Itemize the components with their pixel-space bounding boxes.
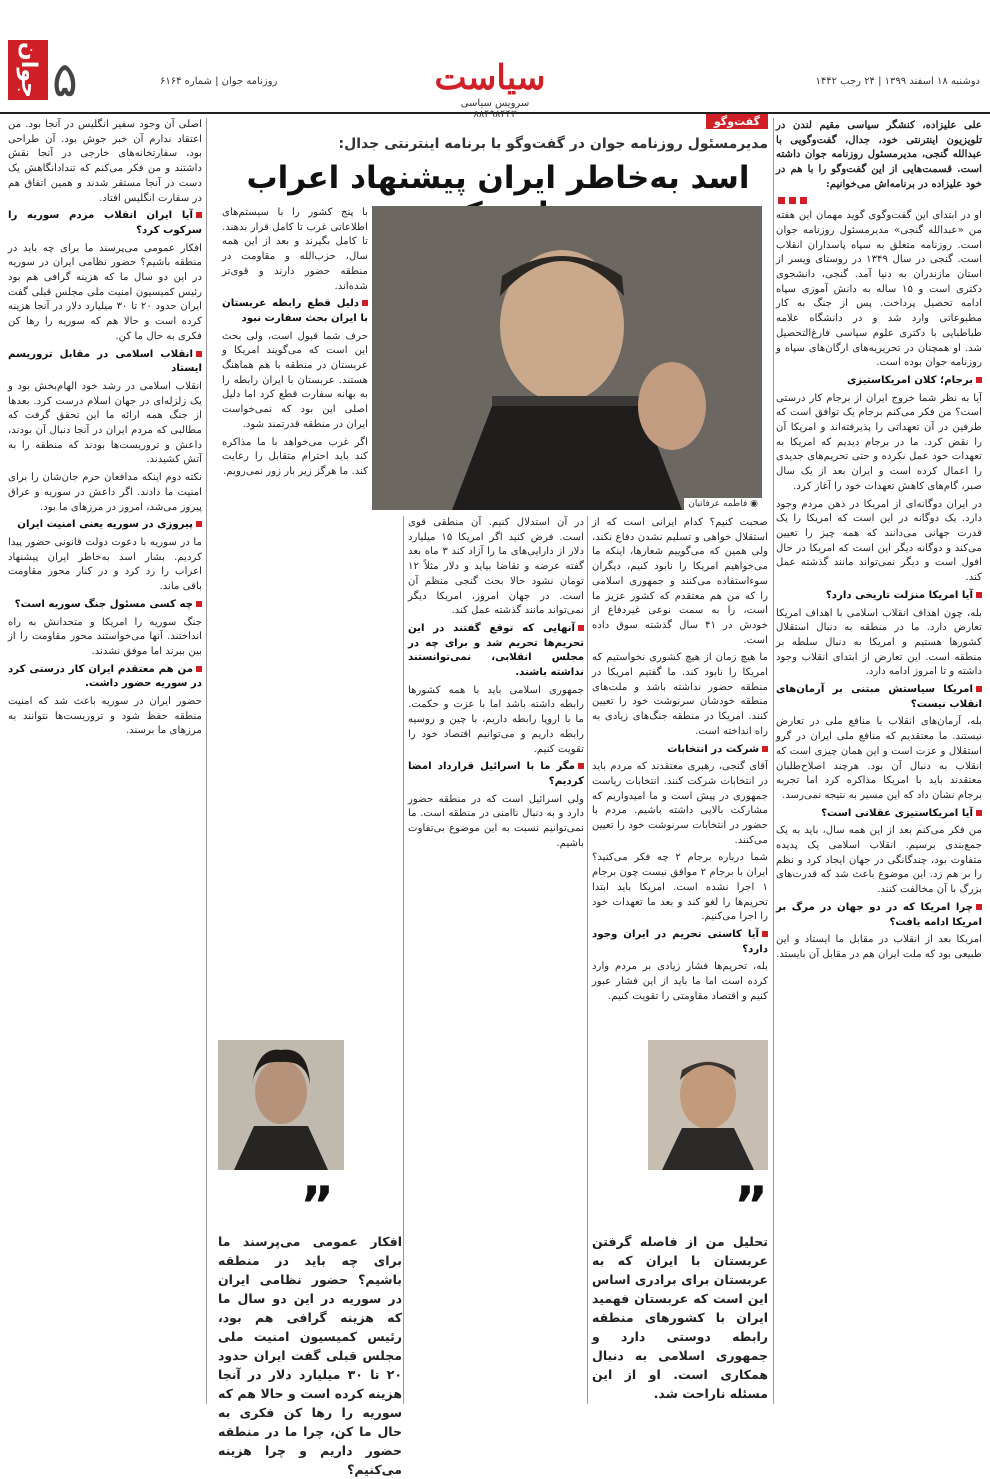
portrait-illustration (372, 206, 762, 510)
bullet-square (976, 686, 982, 692)
paragraph: حرف شما قبول است، ولی بحث این است که می‌گویند امریکا و عربستان در منطقه با هم هماهنگ هستند. عربستان با ایران رابطه را به بهانه سفارت قطع کرد اما دلیل اصلی این بود که نمی‌خواست ایران در منطقه قدرتمند شود. (222, 330, 368, 430)
separator-squares (776, 195, 982, 210)
issue-info: روزنامه جوان | شماره ۶۱۶۴ (160, 76, 278, 87)
subheading: چه کسی مسئول جنگ سوریه است؟ (8, 598, 202, 613)
column-2-body (592, 516, 768, 1005)
bullet-square (362, 300, 368, 306)
subheading: پیروزی در سوریه یعنی امنیت ایران (8, 518, 202, 533)
subheading: آنهایی که توقع گفتند در این تحریم‌ها تحریم شد و برای چه در مجلس انقلابی، نمی‌توانستند نداشته باشند. (408, 622, 584, 679)
guest-portrait (648, 1040, 768, 1170)
article-kicker: مدیرمسئول روزنامه جوان در گفت‌وگو با برنامه اینترنتی جدال: (338, 136, 768, 152)
issue-date: دوشنبه ۱۸ اسفند ۱۳۹۹ | ۲۴ رجب ۱۴۴۲ (815, 76, 980, 87)
paragraph: بله، چون اهداف انقلاب اسلامی با اهداف امریکا تعارض دارد. ما در منطقه به دنبال استقلال کشورها هستیم و امریکا به دنبال سلطه بر منطقه است. این تعارض از ابتدای انقلاب وجود داشته و تا امروز ادامه دارد. (776, 607, 982, 678)
column-4-lower (218, 516, 402, 1024)
column-divider (403, 516, 404, 1404)
column-4-body (222, 206, 368, 480)
subheading: چرا امریکا که در دو جهان در مرگ بر امریکا ادامه یافت؟ (776, 901, 982, 928)
subheading: آیا امریکا منزلت تاریخی دارد؟ (776, 589, 982, 604)
host-photo (218, 1040, 344, 1170)
bullet-square (976, 810, 982, 816)
subheading: شرکت در انتخابات (592, 743, 768, 758)
guest-photo (648, 1040, 768, 1170)
bullet-square (196, 666, 202, 672)
paragraph: او در ابتدای این گفت‌وگوی گوید مهمان این هفته من «عبدالله گنجی» مدیرمسئول روزنامه جوان است. روزنامه متعلق به سپاه پاسداران انقلاب است. گنجی در سال ۱۳۴۹ در روستای ویسر از استان مازندران به دنیا آمد. گنجی، دانشجوی دکتری است و ۱۵ ساله به دانش آموزی سپاه ادامه تحصیل پرداخت. پس از جنگ به کار مطبوعاتی وارد شد و در دانشگاه علامه طباطبایی با دکتری علوم سیاسی فارغ‌التحصیل شد. او همچنان در تحریریه‌های ارگان‌های سپاه و روزنامه جوان بوده است. (776, 210, 983, 369)
subheading: مگر ما با اسرائیل قرارداد امضا کردیم؟ (408, 761, 584, 787)
paragraph: شما درباره برجام ۲ چه فکر می‌کنید؟ ایران با برجام ۲ موافق نیست چون برجام ۱ اجرا نشده است. امریکا باید ابتدا تحریم‌ها را لغو کند و بعد ما تعهدات خود را اجرا می‌کنیم. (592, 852, 769, 923)
article-headline: اسد به‌خاطر ایران پیشنهاد اعراب (246, 160, 750, 196)
paragraph: امریکا بعد از انقلاب در مقابل ما ایستاد و این طبیعی بود که ملت ایران هم در مقابل آن بایستد. (776, 934, 982, 960)
paragraph: ما در سوریه با دعوت دولت قانونی حضور پیدا کردیم. بشار اسد به‌خاطر ایران پیشنهاد اعراب را رد کرد و در کنار محور مقاومت باقی ماند. (8, 536, 202, 593)
paragraph: در آن استدلال کنیم. آن منطقی قوی است. فرض کنید اگر امریکا ۱۵ میلیارد دلار از دارایی‌های ما را آزاد کند ۳ ماه بعد گفته عرضه و تقاضا بیاید و دلار مثلاً ۱۲ تومان نشود حالا بحث گنجی منظم آن است. در جهان امروز، امریکا دیگر نمی‌تواند مانند گذشته عمل کند. (408, 517, 584, 617)
paragraph: با پنج کشور را با سیستم‌های اطلاعاتی غرب تا کامل قرار بدهند. تا کامل بگیرند و بعد از این همه سال، حزب‌الله و مقاومت در منطقه حضور دارند و قوی‌تر شده‌اند. (222, 207, 368, 292)
photo-credit-text: فاطمه عرفانیان (688, 499, 748, 509)
subheading: آیا امریکاستیزی عقلانی است؟ (776, 807, 982, 822)
page-number: ۵ (52, 52, 78, 108)
paragraph: اگر غرب می‌خواهد با ما مذاکره کند باید احترام متقابل را رعایت کند. ما هرگز زیر بار زور نمی‌رویم. (222, 436, 368, 477)
paragraph: ولی اسرائیل است که در منطقه حضور دارد و به دنبال ناامنی در منطقه است. ما نمی‌توانیم نسبت به این موضوع بی‌تفاوت باشیم. (408, 793, 584, 849)
subheading: دلیل قطع رابطه عربستان با ایران بحث سفارت نبود (222, 298, 368, 324)
column-1-body (776, 209, 982, 962)
section-title: سیاست (434, 58, 546, 98)
subheading: آیا کاستی تحریم در ایران وجود دارد؟ (592, 928, 768, 955)
bullet-square (578, 763, 584, 769)
paragraph: نکته دوم اینکه مدافعان حرم جان‌شان را برای امنیت ما دادند. اگر داعش در سوریه و عراق پیروز می‌شد، امروز در مرزهای ما بود. (8, 472, 202, 513)
host-portrait (218, 1040, 344, 1170)
subheading: انقلاب اسلامی در مقابل تروریسم ایستاد (8, 348, 202, 375)
subheading: آیا ایران انقلاب مردم سوریه را سرکوب کرد؟ (8, 210, 202, 236)
column-divider (773, 118, 774, 1404)
paragraph: در ایران دوگانه‌ای از امریکا در ذهن مردم وجود دارد. یک دوگانه در این است که امریکا را یک قدرت جهانی می‌دانند که همه چیز را تعیین می‌کند و دوگانه دیگر این است که امریکا در حال افول است و دیگر نمی‌تواند مانند گذشته عمل کند. (776, 498, 982, 584)
column-5 (8, 118, 202, 1404)
column-3 (408, 516, 584, 1404)
paragraph: جنگ سوریه را امریکا و متحدانش به راه انداختند. آنها می‌خواستند محور مقاومت را از بین ببرند اما موفق نشدند. (8, 616, 202, 657)
column-divider (587, 516, 588, 1404)
paragraph: افکار عمومی می‌پرسند ما برای چه باید در منطقه باشیم؟ حضور نظامی ایران در سوریه در این دو سال ما که هزینه گرافی هم بود رئیس کمیسیون امنیت ملی مجلس قبلی گفت ایران حدود ۲۰ تا ۳۰ میلیارد دلار در آنجا هزینه کرده است و حالا هم که سوریه را رها کن فکری به حال ما کن. (8, 242, 202, 342)
section-tag: گفت‌وگو (706, 114, 768, 129)
interviewee-photo (372, 206, 762, 510)
bullet-square (196, 521, 202, 527)
paragraph: حضور ایران در سوریه باعث شد که امنیت منطقه حفظ شود و تروریست‌ها نتوانند به مرزهای ما برسند. (8, 696, 202, 737)
paragraph: ما هیچ زمان از هیچ کشوری نخواستیم که امریکا را نابود کند. ما گفتیم امریکا در منطقه حضور نداشته باشد و ملت‌های منطقه خودشان سرنوشت خود را تعیین کنند. امریکا در منطقه جنگ‌های زیادی به راه انداخته است. (592, 652, 768, 737)
bullet-square (976, 592, 982, 598)
paragraph: بله، تحریم‌ها فشار زیادی بر مردم وارد کرده است اما ما باید از این فشار عبور کنیم و اقتصاد مقاومتی را تقویت کنیم. (592, 961, 768, 1002)
paragraph: آیا به نظر شما خروج ایران از برجام کار درستی است؟ من فکر می‌کنم برجام یک توافق است که طرفین در آن تعهداتی را پذیرفته‌اند و امریکا آن را نقض کرد. ما در برجام دیدیم که امریکا به تعهدات خود عمل نکرده و حتی تحریم‌های جدیدی را اعمال کرده است و ایران بعد از یک سال صبر، گام‌های کاهش تعهدات خود را آغاز کرد. (776, 392, 982, 492)
paragraph: جمهوری اسلامی باید با همه کشورها رابطه داشته باشد اما با عزت و حکمت. ما با اروپا رابطه داریم، با چین و روسیه رابطه داریم و می‌توانیم اقتصاد خود را تقویت کنیم. (408, 684, 584, 755)
bullet-square (976, 377, 982, 383)
intro-text: علی علیزاده، کنشگر سیاسی مقیم لندن در تلویزیون اینترنتی خود، جدال، گفت‌وگویی با عبدالله گنجی، مدیرمسئول روزنامه جوان داشته است. قسمت‌هایی از این گفت‌وگو را با هم در خود علیزاده در برنامه‌اش می‌خوانیم: (776, 119, 982, 190)
page-header (0, 0, 990, 120)
photo-credit (684, 498, 762, 510)
quote-icon: ” (300, 1176, 335, 1236)
pull-quote-left: افکار عمومی می‌پرسند ما برای چه باید در منطقه باشیم؟ حضور نظامی ایران در سوریه در این دو سال ما که هزینه گرافی هم بود، رئیس کمیسیون امنیت ملی مجلس قبلی گفت ایران حدود ۲۰ تا ۳۰ میلیارد دلار در آنجا هزینه کرده است و حالا هم که سوریه را رها کن فکری به حال ما کن، چرا ما در منطقه حضور داریم و چرا هزینه می‌کنیم؟ (218, 1234, 403, 1477)
bullet-square (196, 601, 202, 607)
paragraph: انقلاب اسلامی در رشد خود الهام‌بخش بود و یک زلزله‌ای در جهان اسلام درست کرد. بعدها از جنگ همه ارائه ما این تحقق گرفت که مطالبی که مردم ایران در آنجا دنبال آن بودند، داعش و تروریست‌ها بودند که منطقه را به آتش کشیدند. (8, 380, 202, 466)
column-3-body (408, 516, 584, 851)
subheading: من هم معتقدم ایران کار درستی کرد در سوریه حضور داشت. (8, 663, 202, 690)
pull-quote-right: تحلیل من از فاصله گرفتن عربستان با ایران که به عربستان برای برادری اساس این است که عربستان فهمید ایران با کشورهای منطقه رابطه دوستی دارد و جمهوری اسلامی به دنبال همکاری است. او از این مسئله ناراحت شد. (592, 1234, 768, 1401)
subheading: امریکا سیاستش مبتنی بر آرمان‌های انقلاب نیست؟ (776, 684, 982, 710)
bullet-square (762, 746, 768, 752)
paragraph: صحبت کنیم؟ کدام ایرانی است که از استقلال خواهی و تسلیم نشدن دفاع نکند، ولی همین که می‌گوییم شعارها، اینکه ما می‌خواهیم امریکا را نابود کنیم، دیگران سوءاستفاده می‌کنند و جمهوری اسلامی را که من هم معتقدم که کشور عزیز ما است، را به سمت نوعی غیردفاع از خودش در ۴۱ سال گذشته سوق داده است. (592, 517, 768, 646)
bullet-square (196, 351, 202, 357)
paragraph: آقای گنجی، رهبری معتقدند که مردم باید در انتخابات شرکت کنند. انتخابات ریاست جمهوری در پیش است و ما امیدواریم که مشارکت بالایی داشته باشیم. مردم با حضور در انتخابات سرنوشت خود را تعیین می‌کنند. (592, 761, 768, 846)
bullet-square (578, 625, 584, 631)
bullet-square (762, 931, 768, 937)
bullet-square (976, 904, 982, 910)
camera-icon: ◉ (750, 499, 758, 509)
subheading: برجام؛ کلان امریکاستیزی (776, 374, 982, 389)
paragraph: من فکر می‌کنم بعد از این همه سال، باید به یک جمع‌بندی برسیم. انقلاب اسلامی یک پدیده متفاوت بود، چندگانگی در جهان ایجاد کرد و نظم را بر هم زد. این موضوع باعث شد که قدرت‌های بزرگ با آن مخالفت کنند. (776, 825, 982, 896)
column-5-body (8, 118, 202, 739)
column-1 (776, 118, 982, 1404)
service-phone: سرویس سیاسی ۸۸۴۹۸۴۴۳ (460, 98, 530, 120)
paragraph: بله، آرمان‌های انقلاب با منافع ملی در تعارض نیستند. ما معتقدیم که منافع ملی ایران در گرو استقلال و عزت است و این همان چیزی است که انقلاب به دنبال آن بود. هرچند اصلاح‌طلبان معتقدند باید با امریکا مذاکره کرد اما تجربه برجام نشان داد که این مسیر به نتیجه نمی‌رسد. (776, 716, 982, 801)
bullet-square (196, 212, 202, 218)
column-4 (222, 206, 368, 516)
newspaper-logo: جوان (8, 40, 48, 100)
paragraph: اصلی آن وجود سفیر انگلیس در آنجا بود. من اعتقاد ندارم آن خبر جوش بود. آن طراحی بود، سفارتخانه‌های خارجی در آنجا نقش داشتند و من فکر می‌کنم که تندادانگاهش یک دست در آنجا مستقر شدند و همین اتفاق هم در سفارت انگلیس افتاد. (8, 119, 202, 204)
column-divider (206, 118, 207, 1404)
quote-icon: ” (733, 1176, 768, 1236)
